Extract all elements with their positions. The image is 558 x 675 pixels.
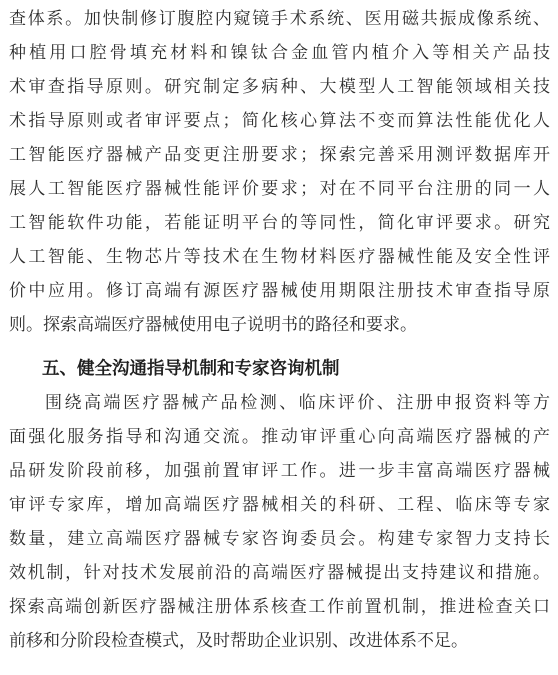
- paragraph-technical-guidelines: [9, 2, 550, 342]
- text-line: 种植用口腔骨填充材料和镍钛合金血管内植介入等相关产品技: [9, 43, 550, 63]
- section-heading: 五、健全沟通指导机制和专家咨询机制: [42, 359, 340, 379]
- text-line: 品研发阶段前移，加强前置审评工作。进一步丰富高端医疗器械: [9, 461, 550, 481]
- text-line: 前移和分阶段检查模式，及时帮助企业识别、改进体系不足。: [9, 631, 468, 651]
- text-line: 术审查指导原则。研究制定多病种、大模型人工智能领域相关技: [9, 77, 550, 97]
- text-line: 工智能医疗器械产品变更注册要求；探索完善采用测评数据库开: [9, 145, 550, 165]
- text-line: 面强化服务指导和沟通交流。推动审评重心向高端医疗器械的产: [9, 427, 550, 447]
- text-line: 审评专家库，增加高端医疗器械相关的科研、工程、临床等专家: [9, 495, 550, 515]
- text-line: 数量，建立高端医疗器械专家咨询委员会。构建专家智力支持长: [9, 529, 550, 549]
- text-line: 围绕高端医疗器械产品检测、临床评价、注册申报资料等方: [45, 393, 550, 413]
- paragraph-communication-mechanism: [9, 386, 550, 658]
- text-line: 查体系。加快制修订腹腔内窥镜手术系统、医用磁共振成像系统、: [9, 9, 550, 29]
- text-line: 展人工智能医疗器械性能评价要求；对在不同平台注册的同一人: [9, 179, 550, 199]
- text-line: 术指导原则或者审评要点；简化核心算法不变而算法性能优化人: [9, 111, 550, 131]
- text-line: 效机制，针对技术发展前沿的高端医疗器械提出支持建议和措施。: [9, 563, 550, 583]
- text-line: 价中应用。修订高端有源医疗器械使用期限注册技术审查指导原: [9, 281, 550, 301]
- text-line: 则。探索高端医疗器械使用电子说明书的路径和要求。: [9, 315, 417, 335]
- text-line: 人工智能、生物芯片等技术在生物材料医疗器械性能及安全性评: [9, 247, 550, 267]
- text-line: 工智能软件功能，若能证明平台的等同性，简化审评要求。研究: [9, 213, 550, 233]
- text-line: 探索高端创新医疗器械注册体系核查工作前置机制，推进检查关口: [9, 597, 550, 617]
